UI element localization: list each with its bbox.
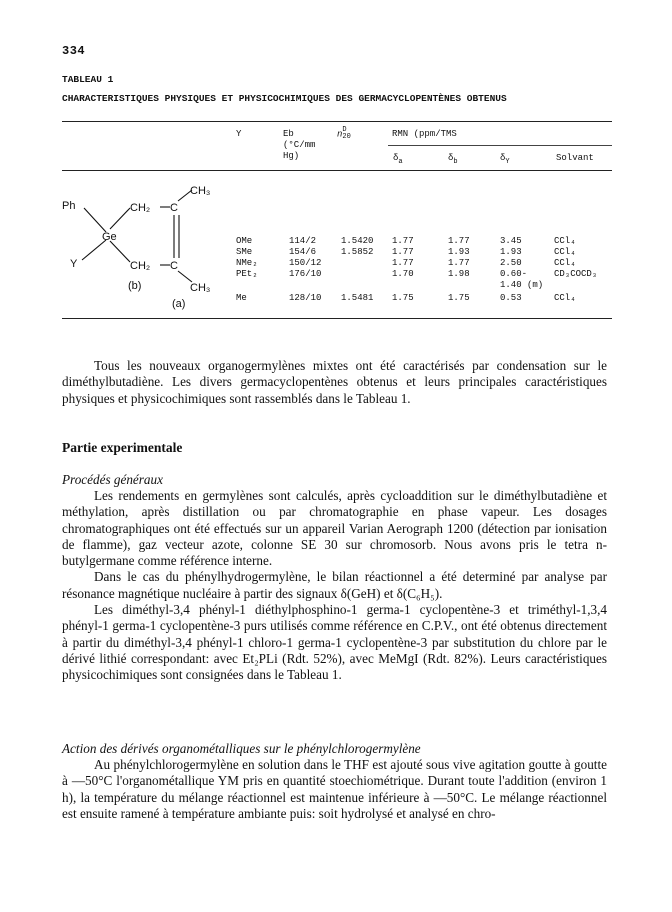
table-label: TABLEAU 1 [62,74,114,85]
header-delta-y: $\delta_Y$ [500,153,510,166]
label-ph: Ph [62,200,76,212]
header-eb: Eb (°C/mm Hg) [283,129,316,161]
paragraph: Dans le cas du phénylhydrogermylène, le bilan réactionnel a été determiné par analyse par résonance magnétique nucléaire à partir des signaux δ(GeH) et δ(C₆H₅). [62,569,607,601]
subsection2-body [62,757,607,822]
cell-y: PEt₂ [236,269,258,279]
cell-solvant: CD₃COCD₃ [554,269,598,279]
cell-nd: 1.5852 [341,247,374,257]
cell-y: Me [236,293,247,303]
label-b: (b) [128,280,142,292]
section-title: Partie experimentale [62,440,183,455]
paragraph: Les rendements en germylènes sont calculés, après cycloaddition sur le diméthylbutadiène et méthylation, après distillation ou par chromatographie en phase vapeur. Les dosages chromatographiques ont été effectués sur un appareil Varian Aerograph 1200 (détection par ionisation de flamme), gaz vecteur azote, colonne SE 30 sur chromosorb. Nous avons pris le tetra n-butylgermane comme référence interne. [62,488,607,569]
header-refractive-index: n D 20 [337,126,351,141]
label-ch3-top: CH₃ [190,185,211,197]
cell-eb: 154/6 [289,247,317,257]
cell-solvant: CCl₄ [554,247,576,257]
cell-delta-y: 2.50 [500,258,522,268]
label-c-bottom: C [170,260,178,272]
cell-delta-a: 1.70 [392,269,414,279]
subsection-title-action: Action des dérivés organométalliques sur le phénylchlorogermylène [62,741,421,756]
header-delta-b: $\delta_b$ [448,153,458,166]
cell-delta-y: 1.93 [500,247,522,257]
label-c-top: C [170,202,178,214]
label-a: (a) [172,298,186,310]
label-ge: Ge [102,231,117,243]
paragraph: Au phénylchlorogermylène en solution dans le THF est ajouté sous vive agitation goutte à goutte à —50°C l'organométallique YM pris en quantité stoechiométrique. Durant toute l'addition (environ 1 h), la température du mélange réactionnel est maintenue inférieure à —50°C. Le mélange réactionnel est ensuite ramené à température ambiante puis: soit hydrolysé et analysé en chro- [62,757,607,821]
header-y: Y [236,129,242,139]
rmn-header-rule [388,145,612,146]
bond-ge-ch2-bottom [110,241,130,262]
table-top-rule [62,121,612,122]
cell-eb: 114/2 [289,236,317,246]
cell-delta-a: 1.77 [392,236,414,246]
cell-eb: 128/10 [289,293,322,303]
cell-nd: 1.5481 [341,293,374,303]
cell-solvant: CCl₄ [554,236,576,246]
cell-solvant: CCl₄ [554,258,576,268]
cell-delta-b: 1.77 [448,258,470,268]
page-number: 334 [62,44,86,58]
bond-ph-ge [84,208,106,232]
header-rmn: RMN (ppm/TMS [392,129,457,139]
cell-delta-b: 1.98 [448,269,470,279]
subsection-title-procedes: Procédés généraux [62,472,163,487]
cell-eb: 150/12 [289,258,322,268]
cell-delta-a: 1.77 [392,258,414,268]
cell-solvant: CCl₄ [554,293,576,303]
bond-ge-ch2-top [110,208,130,229]
intro-paragraph: Tous les nouveaux organogermylènes mixtes ont été caractérisés par condensation sur le diméthylbutadiène. Les divers germacyclopentènes obtenus et leurs principales caractéristiques physiques et physicochimiques sont rassemblés dans le Tableau 1. [62,358,607,406]
cell-y: NMe₂ [236,258,258,268]
cell-delta-b: 1.93 [448,247,470,257]
table-header-rule [62,170,612,171]
cell-delta-b: 1.75 [448,293,470,303]
bond-y-ge [82,240,106,260]
label-y: Y [70,258,78,270]
cell-delta-a: 1.75 [392,293,414,303]
cell-nd: 1.5420 [341,236,374,246]
bond-c-ch3-bottom [178,271,192,282]
label-ch2-bottom: CH₂ [130,260,151,272]
cell-eb: 176/10 [289,269,322,279]
cell-y: SMe [236,247,253,257]
cell-delta-b: 1.77 [448,236,470,246]
header-solvant: Solvant [556,153,594,163]
cell-delta-y: 0.53 [500,293,522,303]
cell-delta-y: 0.60- [500,269,528,279]
cell-delta-a: 1.77 [392,247,414,257]
label-ch2-top: CH₂ [130,202,151,214]
intro-paragraph-block [62,358,607,407]
label-ch3-bottom: CH₃ [190,282,211,294]
table-title: CHARACTERISTIQUES PHYSIQUES ET PHYSICOCHIMIQUES DES GERMACYCLOPENTÈNES OBTENUS [62,93,507,104]
subsection1-body [62,488,607,684]
paragraph: Les diméthyl-3,4 phényl-1 diéthylphosphino-1 germa-1 cyclopentène-3 et triméthyl-1,3,4 phényl-1 germa-1 cyclopentène-3 purs utilisés comme référence en C.P.V., ont été obtenus directement à partir du diméthyl-3,4 phényl-1 chloro-1 germa-1 cyclopentène-3 par substitution du chlore par le dérivé lithié correspondant: avec Et₂PLi (Rdt. 52%), avec MeMgI (Rdt. 82%). Leurs caractéristiques physicochimiques sont consignées dans le Tableau 1. [62,602,607,683]
cell-delta-y: 1.40 (m) [500,280,544,290]
cell-y: OMe [236,236,253,246]
cell-delta-y: 3.45 [500,236,522,246]
header-delta-a: $\delta_a$ [393,153,403,166]
chemical-structure [62,185,232,335]
